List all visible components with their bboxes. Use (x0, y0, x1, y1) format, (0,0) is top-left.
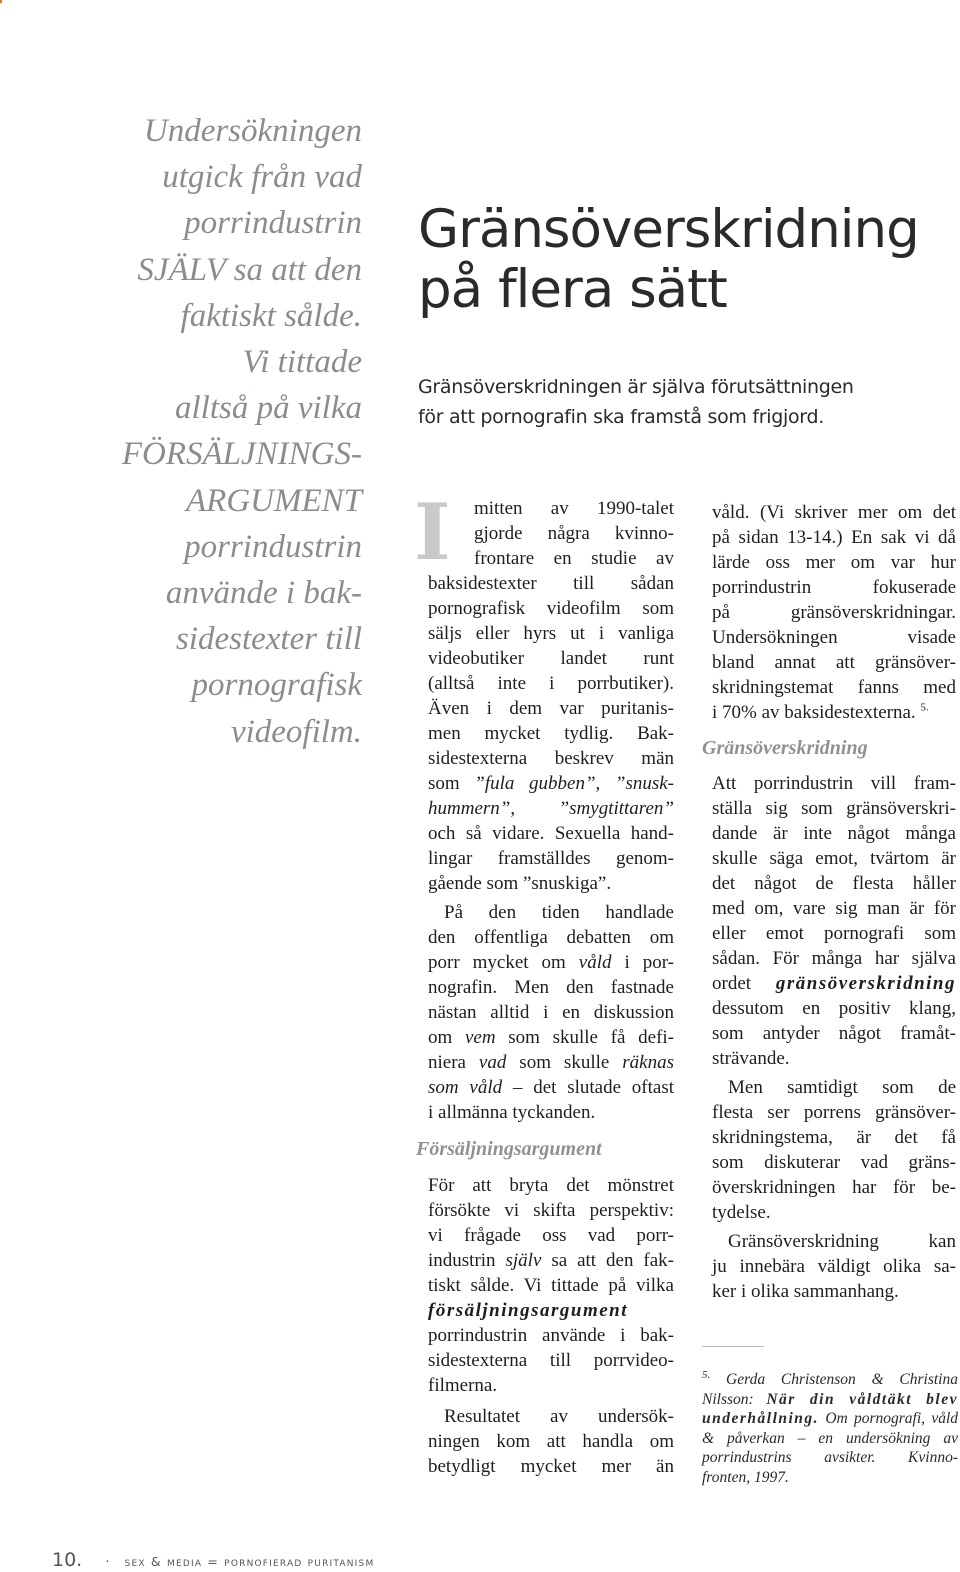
pull-quote-line: alltså på vilka (175, 390, 362, 427)
paragraph (712, 1229, 956, 1304)
footnote-line: fronten, 1997. (702, 1468, 789, 1486)
text-line: dessutom en positiv klang, (712, 998, 956, 1019)
text-line: Att porrindustrin vill fram- (712, 773, 956, 794)
italic-emphasis: vem (464, 1027, 496, 1048)
text-line: skulle säga emot, tvärtom är (712, 848, 956, 869)
page-number: 10. (52, 1549, 83, 1571)
text-line: gående som ”snuskiga”. (428, 873, 612, 894)
text-line: På den tiden handlade (444, 902, 674, 923)
text-line: niera vad som skulle räknas (428, 1052, 674, 1073)
paragraph (712, 1075, 956, 1225)
text-line: Resultatet av undersök- (444, 1406, 674, 1427)
text-line: tydelse. (712, 1202, 771, 1223)
body-column-2 (702, 500, 956, 1304)
text-line: betydligt mycket mer än (428, 1456, 674, 1477)
text-line: som ”fula gubben”, ”snusk- (428, 773, 674, 794)
text-line: vi frågade oss vad porr- (428, 1225, 674, 1246)
pull-quote-line: porrindustrin (184, 528, 362, 565)
paragraph (428, 900, 674, 1125)
text-line: ställa sig som gränsöverskri- (712, 798, 956, 819)
text-line: eller emot pornografi som (712, 923, 956, 944)
text-line: pornografisk videofilm som (428, 598, 674, 619)
pull-quote (70, 108, 362, 755)
text-line: den offentliga debatten om (428, 927, 674, 948)
bold-emphasis: försäljningsargument (428, 1300, 628, 1321)
pull-quote-line: pornografisk (191, 667, 362, 704)
text-line: Undersökningen visade (712, 627, 956, 648)
headline-line: Gränsöverskridning (418, 199, 919, 260)
drop-cap: I (414, 487, 451, 578)
text-line (428, 1298, 674, 1323)
headline (418, 200, 948, 320)
footer-separator: · (105, 1555, 110, 1570)
deck-subtitle (418, 372, 960, 432)
text-line: skridningstemat fanns med (712, 677, 956, 698)
pull-quote-line: videofilm. (230, 713, 362, 750)
paragraph (712, 500, 956, 725)
text-line: flesta ser porrens gränsöver- (712, 1102, 956, 1123)
paragraph (712, 771, 956, 1071)
footnote (702, 1370, 958, 1487)
text-line: filmerna. (428, 1375, 498, 1396)
text-line: skridningstema, är det få (712, 1127, 956, 1148)
text-line: tiskt sålde. Vi tittade på vilka (428, 1275, 674, 1296)
text-line: porr mycket om våld i por- (428, 952, 674, 973)
text-line: videobutiker landet runt (428, 648, 674, 669)
bold-emphasis: underhållning. (702, 1410, 820, 1427)
text-line: ker i olika sammanhang. (712, 1281, 899, 1302)
text-line: våld. (Vi skriver mer om det (712, 502, 956, 523)
italic-emphasis: ”snusk- (614, 773, 674, 794)
footnote-marker: 5. (702, 1368, 711, 1381)
text-line: på gränsöverskridningar. (712, 602, 956, 623)
corner-mark (0, 0, 2, 3)
pull-quote-line: använde i bak- (165, 575, 362, 612)
text-line: med om, vare sig man är för (712, 898, 956, 919)
text-line: i 70% av baksidestexterna. $^{5.}$ (712, 701, 929, 723)
text-line: sidestexterna beskrev män (428, 748, 674, 769)
bold-emphasis: När din våldtäkt blev (766, 1390, 958, 1408)
body-column-1 (416, 496, 675, 1479)
text-line: bland annat att gränsöver- (712, 652, 956, 673)
text-line: ningen kom att handla om (428, 1431, 674, 1452)
text-line: dande är inte något många (712, 823, 956, 844)
italic-emphasis: våld (578, 952, 612, 973)
pull-quote-line: Vi tittade (242, 344, 362, 381)
text-line: ju innebära väldigt olika sa- (712, 1256, 956, 1277)
pull-quote-line: faktiskt sålde. (180, 297, 362, 334)
headline-line: på flera sätt (418, 259, 727, 320)
text-line: och så vidare. Sexuella hand- (428, 823, 674, 844)
text-line: hummern”, ”smygtittaren” (428, 798, 674, 819)
text-line: gjorde några kvinno- (474, 523, 674, 544)
text-line: ordet gränsöverskridning (712, 973, 956, 994)
text-line: sidestexterna till porrvideo- (428, 1350, 674, 1371)
pull-quote-line: ARGUMENT (186, 482, 362, 519)
footnote-line: underhållning. Om pornografi, våld (702, 1410, 958, 1427)
text-line: som diskuterar vad gräns- (712, 1152, 956, 1173)
text-line: Även i dem var puritanis- (428, 698, 674, 719)
text-line: försökte vi skifta perspektiv: (428, 1200, 674, 1221)
footnote-line: & påverkan – en undersökning av (702, 1429, 958, 1447)
italic-emphasis: räknas (622, 1052, 674, 1073)
text-line: som våld – det slutade oftast (428, 1077, 675, 1098)
pull-quote-line: sidestexter till (175, 621, 362, 658)
text-line: i allmänna tyckanden. (428, 1102, 596, 1123)
text-line: strävande. (712, 1048, 790, 1069)
pull-quote-line: SJÄLV sa att den (137, 251, 362, 288)
running-title: sex & media = pornofierad puritanism (124, 1554, 375, 1569)
paragraph (428, 496, 674, 896)
text-line: om vem som skulle få defi- (428, 1027, 674, 1048)
text-line: överskridningen har för be- (712, 1177, 956, 1198)
footnote-rule (702, 1346, 764, 1347)
text-line: Men samtidigt som de (728, 1077, 956, 1098)
paragraph (428, 1173, 674, 1398)
text-line: på sidan 13-14.) En sak vi då (712, 527, 956, 548)
text-line: nografin. Men den fastnade (428, 977, 674, 998)
text-line: nästan alltid i en diskussion (428, 1002, 674, 1023)
text-line: mitten av 1990-talet (474, 498, 674, 519)
italic-emphasis: själv (505, 1250, 542, 1271)
text-line: industrin själv sa att den fak- (428, 1250, 674, 1271)
footnote-line: Nilsson: När din våldtäkt blev (702, 1390, 958, 1408)
pull-quote-line: porrindustrin (184, 205, 362, 242)
italic-emphasis: ”smygtittaren” (558, 798, 674, 819)
text-line: säljs eller hyrs ut i vanliga (428, 623, 674, 644)
section-subhead: Gränsöverskridning (702, 737, 868, 759)
text-line: (alltså inte i porrbutiker). (428, 673, 674, 694)
italic-emphasis: ”fula gubben” (474, 773, 596, 794)
pull-quote-line: FÖRSÄLJNINGS- (121, 436, 362, 473)
text-line: porrindustrin fokuserade (712, 577, 956, 598)
pull-quote-line: utgick från vad (162, 159, 362, 196)
text-line: som antyder något framåt- (712, 1023, 956, 1044)
paragraph (428, 1404, 674, 1479)
italic-emphasis: som våld (428, 1077, 503, 1098)
deck-line: för att pornografin ska framstå som frigjord. (418, 406, 824, 428)
text-line: baksidestexter till sådan (428, 573, 674, 594)
text-line: sådan. För många har själva (712, 948, 956, 969)
bold-emphasis: gränsöverskridning (775, 973, 956, 994)
text-line: frontare en studie av (474, 548, 674, 569)
italic-emphasis: hummern” (428, 798, 511, 819)
text-line: För att bryta det mönstret (428, 1175, 674, 1196)
text-line: Gränsöverskridning kan (728, 1231, 956, 1252)
deck-line: Gränsöverskridningen är själva förutsättningen (418, 376, 854, 398)
footnote-marker: 5. (920, 701, 929, 714)
footnote-line: porrindustrins avsikter. Kvinno- (702, 1449, 958, 1466)
text-line: lingar framställdes genom- (428, 848, 674, 869)
text-line: men mycket tydlig. Bak- (428, 723, 674, 744)
pull-quote-line: Undersökningen (143, 113, 362, 149)
text-line: det något de flesta håller (712, 873, 956, 894)
section-subhead: Försäljningsargument (416, 1138, 602, 1160)
footnote-line: $^{5.}$ Gerda Christenson & Christina (702, 1368, 958, 1388)
page-footer (52, 1549, 374, 1571)
text-line: porrindustrin använde i bak- (428, 1325, 674, 1346)
italic-emphasis: vad (478, 1052, 507, 1073)
text-line: lärde oss mer om var hur (712, 552, 956, 573)
